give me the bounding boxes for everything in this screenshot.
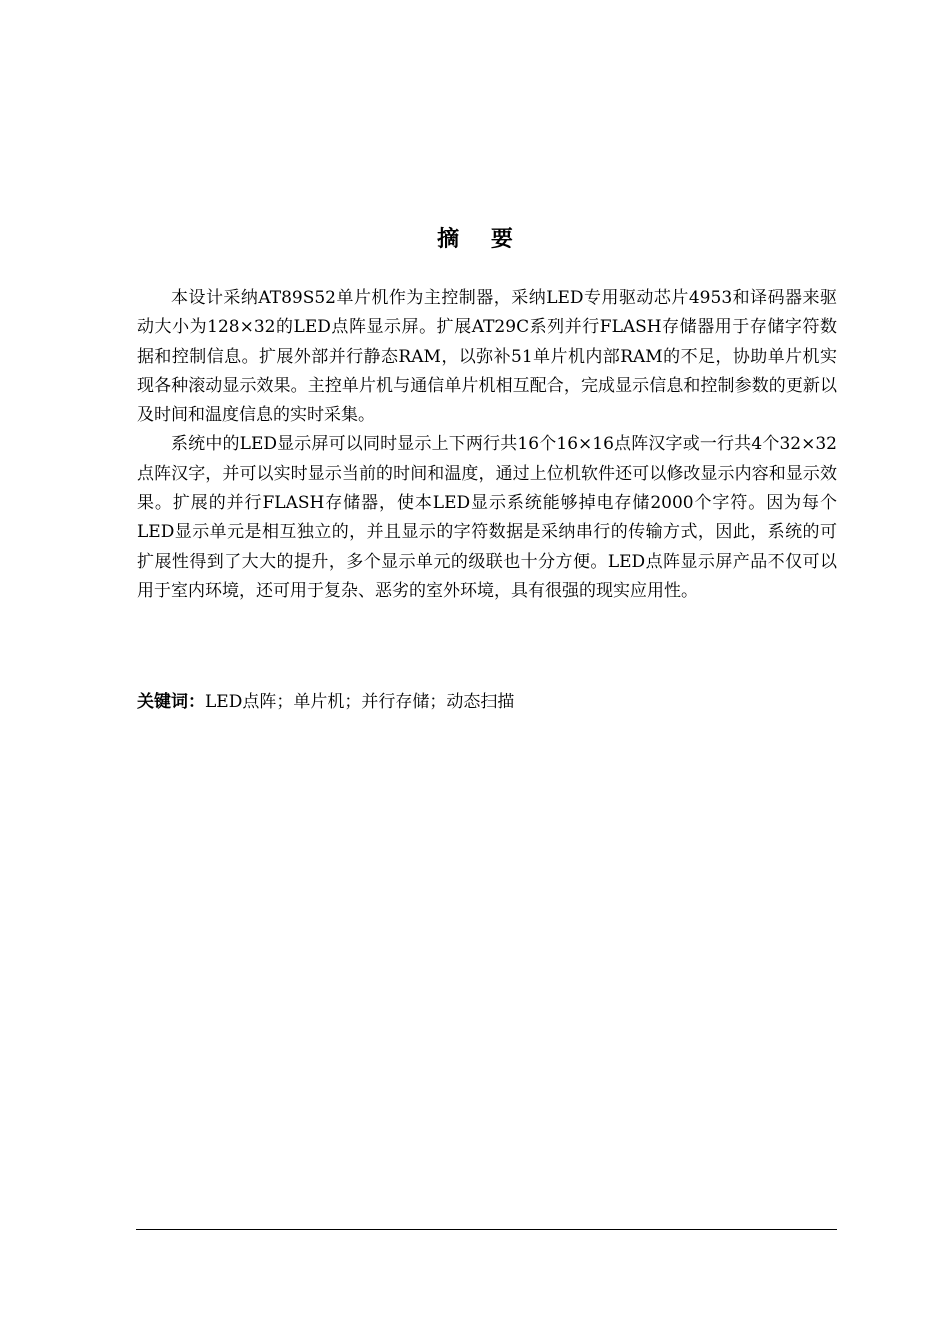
abstract-body [137, 284, 837, 606]
keywords-line [137, 688, 837, 717]
abstract-paragraph: 系统中的LED显示屏可以同时显示上下两行共16个16×16点阵汉字或一行共4个32×32点阵汉字，并可以实时显示当前的时间和温度，通过上位机软件还可以修改显示内容和显示效果。扩展的并行FLASH存储器，使本LED显示系统能够掉电存储2000个字符。因为每个LED显示单元是相互独立的，并且显示的字符数据是采纳串行的传输方式，因此，系统的可扩展性得到了大大的提升，多个显示单元的级联也十分方便。LED点阵显示屏产品不仅可以用于室内环境，还可用于复杂、恶劣的室外环境，具有很强的现实应用性。 [137, 434, 837, 601]
footer-divider [136, 1229, 837, 1230]
page-title: 摘 要 [437, 227, 525, 252]
abstract-paragraph: 本设计采纳AT89S52单片机作为主控制器，采纳LED专用驱动芯片4953和译码器来驱动大小为128×32的LED点阵显示屏。扩展AT29C系列并行FLASH存储器用于存储字符数据和控制信息。扩展外部并行静态RAM，以弥补51单片机内部RAM的不足，协助单片机实现各种滚动显示效果。主控单片机与通信单片机相互配合，完成显示信息和控制参数的更新以及时间和温度信息的实时采集。 [137, 288, 837, 426]
keywords-text: LED点阵；单片机；并行存储；动态扫描 [205, 692, 515, 712]
keywords-label: 关键词： [137, 692, 205, 712]
